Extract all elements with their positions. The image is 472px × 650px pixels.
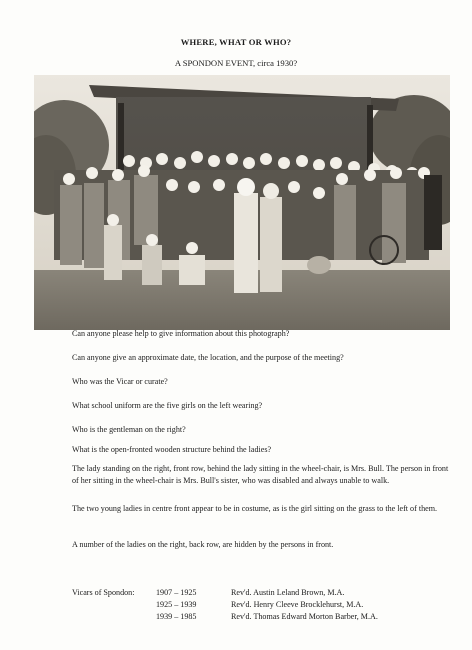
- mrs-bull-paragraph: The lady standing on the right, front row, behind the lady sitting in the wheel-chair, is Mrs. Bull. The person in front of her sitting in the wheel-chair is Mrs. Bull's sister, who was disabled and always unable to walk.: [72, 464, 449, 485]
- costume-paragraph: The two young ladies in centre front appear to be in costume, as is the girl sitting on the grass to the left of them.: [72, 504, 438, 513]
- vicar-years: 1939 – 1985: [156, 611, 197, 621]
- page-subtitle: A SPONDON EVENT, circa 1930?: [174, 58, 298, 68]
- vicar-row: [72, 599, 378, 611]
- hidden-ladies-paragraph: A number of the ladies on the right, back row, are hidden by the persons in front.: [72, 540, 334, 549]
- vicar-name: Rev'd. Thomas Edward Morton Barber, M.A.: [231, 611, 378, 621]
- question-text: What is the open-fronted wooden structure behind the ladies?: [72, 445, 272, 454]
- question-text: Who is the gentleman on the right?: [72, 425, 186, 434]
- group-photograph: [34, 75, 450, 330]
- vicar-row: [72, 611, 378, 623]
- vicars-label: Vicars of Spondon:: [72, 588, 135, 597]
- page-title: WHERE, WHAT OR WHO?: [180, 37, 292, 47]
- question-text: What school uniform are the five girls on the left wearing?: [72, 401, 263, 410]
- vicar-years: 1925 – 1939: [156, 599, 197, 609]
- photo-illustration: [34, 75, 450, 330]
- vicar-name: Rev'd. Henry Cleeve Brocklehurst, M.A.: [231, 599, 364, 609]
- question-text: Who was the Vicar or curate?: [72, 377, 168, 386]
- vicar-name: Rev'd. Austin Leland Brown, M.A.: [231, 588, 345, 597]
- vicar-row: [72, 587, 378, 599]
- question-text: Can anyone give an approximate date, the location, and the purpose of the meeting?: [72, 353, 344, 362]
- vicars-list: [72, 587, 378, 622]
- question-text: Can anyone please help to give information about this photograph?: [72, 329, 290, 338]
- vicar-years: 1907 – 1925: [156, 588, 197, 597]
